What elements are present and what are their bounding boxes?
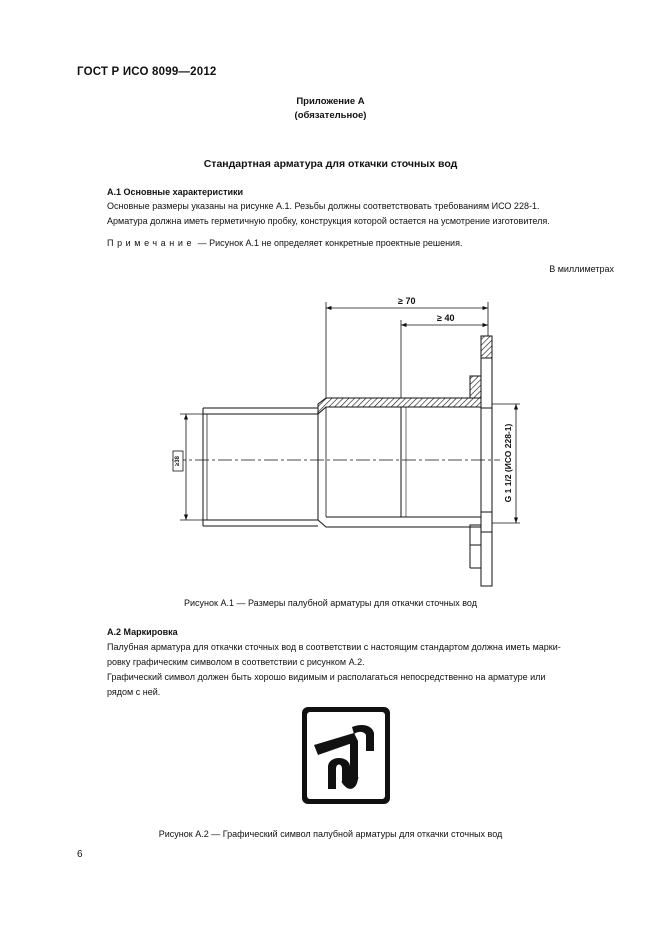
- a1-heading: А.1 Основные характеристики: [107, 187, 244, 197]
- annex-status: (обязательное): [294, 110, 367, 121]
- dim-diameter-label: ≥38: [175, 456, 181, 466]
- a2-paragraph-3: Графический символ должен быть хорошо видимым и располагаться непосредственно на арматуре или: [107, 672, 546, 682]
- a2-paragraph-1: Палубная арматура для откачки сточных вод в соответствии с настоящим стандартом должна иметь марки-: [107, 642, 561, 652]
- a2-paragraph-4: рядом с ней.: [107, 687, 161, 697]
- a1-paragraph-1: Основные размеры указаны на рисунке А.1. Резьбы должны соответствовать требованиям ИСО 228-1.: [107, 201, 540, 211]
- dimension-total-length: [326, 302, 488, 398]
- page-number: 6: [77, 849, 83, 860]
- flange: [470, 336, 492, 586]
- dimension-diameter: [173, 414, 203, 520]
- units-label: В миллиметрах: [549, 264, 614, 274]
- section-title: Стандартная арматура для откачки сточных вод: [203, 158, 458, 170]
- figure-a1-caption: Рисунок А.1 — Размеры палубной арматуры для откачки сточных вод: [184, 598, 477, 608]
- spigot-tube: [203, 408, 318, 526]
- body-wall: [318, 398, 481, 527]
- annex-title: Приложение А: [296, 96, 365, 107]
- dim-total-label: ≥ 70: [398, 296, 416, 306]
- a2-heading: А.2 Маркировка: [107, 627, 178, 637]
- a2-paragraph-2: ровку графическим символом в соответствии с рисунком А.2.: [107, 657, 365, 667]
- note-text: — Рисунок А.1 не определяет конкретные проектные решения.: [195, 238, 463, 248]
- document-id: ГОСТ Р ИСО 8099—2012: [77, 66, 217, 78]
- a1-paragraph-2: Арматура должна иметь герметичную пробку, конструкция которой остается на усмотрение изготовителя.: [107, 216, 550, 226]
- note-label: Примечание: [107, 238, 196, 248]
- dim-inner-label: ≥ 40: [437, 313, 455, 323]
- thread-label: G 1 1/2 (ИСО 228-1): [503, 423, 513, 503]
- figure-a2-caption: Рисунок А.2 — Графический символ палубной арматуры для откачки сточных вод: [158, 829, 503, 839]
- sewage-pumpout-symbol-icon: [302, 707, 390, 804]
